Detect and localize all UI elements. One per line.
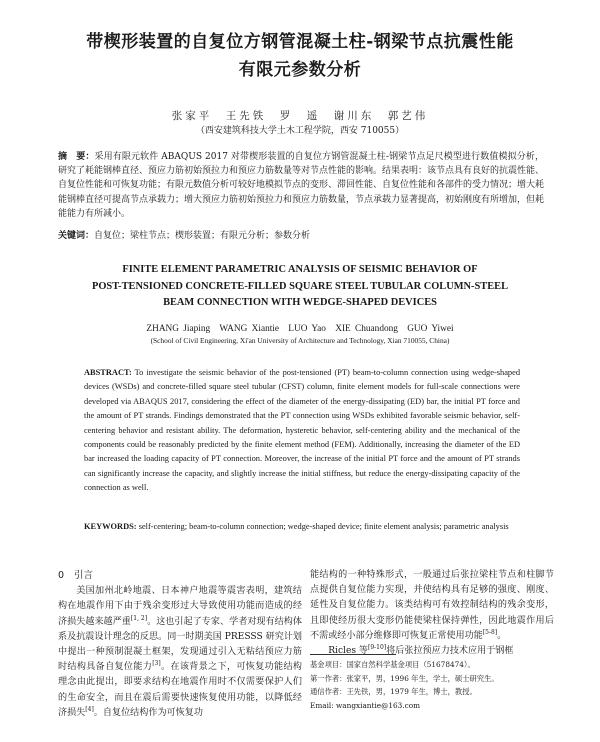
footnote-corresponding-author: 通信作者：王先铁，男，1979 年生，博士，教授。 (310, 687, 477, 696)
chinese-authors: 张家平 王先铁 罗 遥 谢川东 郭艺伟 (171, 110, 429, 122)
citation: [3] (152, 660, 161, 668)
body-text: 能结构的一种特殊形式，一般通过后张拉梁柱节点和柱脚节点提供自复位能力实现，并使结构具有足够的强度、刚度、延性及自复位能力。该类结构可有效控制结构的残余变形，且即使经历很大变形仍能使梁柱保持弹性，因此地震作用后不需或经小部分维修即可恢复正常使用功能 (310, 570, 554, 641)
body-paragraph-right-continued (310, 568, 554, 644)
body-paragraph-left (58, 584, 302, 721)
body-column-right (310, 568, 554, 659)
english-abstract-label: ABSTRACT: (84, 368, 132, 377)
body-text: Ricles 等 (328, 646, 368, 657)
body-text: 。在该背景之下，可恢复功能结构理念由此提出，即要求结构在地震作用时不仅需要保护人们的生命安全，而且在震后需要快速恢复使用功能，以降低经济损失 (58, 662, 302, 718)
section-heading (58, 568, 302, 583)
body-text: 将后张拉预应力技术应用于钢框 (386, 646, 514, 657)
chinese-keywords-text: 自复位；梁柱节点；楔形装置；有限元分析；参数分析 (94, 231, 311, 241)
chinese-abstract-text: 采用有限元软件 ABAQUS 2017 对带楔形装置的自复位方钢管混凝土柱-钢梁节点足尺模型进行数值模拟分析，研究了耗能钢棒直径、预应力筋初始预拉力和预应力筋数量等对节点性能的影响。结果表明：该节点具有良好的抗震性能、自复位性能和可恢复功能；有限元数值分析可较好地模拟节点的变形、滞回性能、自复位性能和各部件的受力情况；增大耗能钢棒直径可提高节点承载力；增大预应力筋初始预拉力和预应力筋数量，节点承载力显著提高，初始刚度有所增加，但耗能能力有所减小。 (58, 152, 545, 219)
body-column-left (58, 568, 302, 721)
footnote-divider (310, 654, 396, 655)
english-keywords (84, 520, 520, 534)
english-keywords-text: self-centering; beam-to-column connection; wedge-shaped device; finite element analysis; parametric analysis (138, 522, 509, 531)
citation: [4] (85, 705, 94, 713)
footnote-email: Email: wangxiantie@163.com (310, 700, 421, 710)
chinese-title (40, 28, 560, 84)
english-title (60, 262, 540, 312)
body-paragraph-right (310, 644, 554, 659)
citation: [1, 2] (130, 614, 148, 622)
chinese-abstract-label: 摘 要： (58, 152, 95, 162)
chinese-title-line-2: 有限元参数分析 (238, 60, 362, 80)
english-title-line-1: FINITE ELEMENT PARAMETRIC ANALYSIS OF SEISMIC BEHAVIOR OF (122, 264, 478, 275)
footnotes (310, 658, 554, 712)
english-keywords-label: KEYWORDS: (84, 522, 137, 531)
body-text: 。 (497, 630, 507, 641)
chinese-keywords (58, 229, 544, 243)
body-text: 。自复位结构作为可恢复功 (93, 707, 203, 718)
chinese-title-line-1: 带楔形装置的自复位方钢管混凝土柱-钢梁节点抗震性能 (86, 32, 514, 52)
english-authors: ZHANG Jiaping WANG Xiantie LUO Yao XIE Chuandong GUO Yiwei (146, 324, 454, 334)
citation: [5-8] (482, 628, 498, 636)
body-text: 美国加州北岭地震、日本神户地震等震害表明，建筑结构在地震作用下由于残余变形过大导致使用功能而造成的经济损失越来越严重 (58, 586, 302, 627)
english-abstract (84, 366, 520, 496)
body-text: 。这也引起了专家、学者对现有结构体系及抗震设计理念的反思。同一时期美国 PRESSS 研究计划中提出一种预制混凝土框架，发现通过引入无粘结预应力筋时结构具备自复位能力 (58, 616, 302, 673)
section-title: 引言 (74, 570, 94, 581)
english-affiliation: (School of Civil Engineering, Xi'an University of Architecture and Technology, Xian 710055, China) (150, 336, 450, 345)
footnote-first-author: 第一作者：张家平，男，1996 年生，学士，硕士研究生。 (310, 673, 499, 683)
chinese-abstract (58, 150, 544, 221)
section-number: 0 (58, 570, 65, 581)
footnote-fund: 基金项目：国家自然科学基金项目（51678474）。 (310, 660, 475, 669)
citation: [9-10] (367, 643, 387, 651)
english-title-line-3: BEAM CONNECTION WITH WEDGE-SHAPED DEVICES (163, 297, 437, 308)
english-title-line-2: POST-TENSIONED CONCRETE-FILLED SQUARE STEEL TUBULAR COLUMN-STEEL (91, 280, 508, 292)
chinese-keywords-label: 关键词： (58, 231, 95, 241)
english-abstract-text: To investigate the seismic behavior of the post-tensioned (PT) beam-to-column connection using wedge-shaped devices (WSDs) and concrete-filled square steel tubular (CFST) column, finite element models for full-scale connections were developed via ABAQUS 2017, considering the effect of the diameter of the energy-dissipating (ED) bar, the initial PT force and the amount of PT strands. Findings demonstrated that the PT connection using WSDs exhibited favorable seismic behavior, self-centering behavior and resistant ability. The deformation, hysteretic behavior, self-centering ability and the mechanical of the components could be reasonably predicted by the finite element method (FEM). Additionally, increasing the diameter of the ED bar increased the loading capacity of PT connection. Moreover, the increase of the initial PT force and the amount of PT strands can significantly increase the capacity, and slightly increase the initial stiffness, but reduce the energy-dissipating capacity of the connection as well. (84, 368, 521, 493)
chinese-affiliation: （西安建筑科技大学土木工程学院，西安 710055） (195, 126, 405, 136)
